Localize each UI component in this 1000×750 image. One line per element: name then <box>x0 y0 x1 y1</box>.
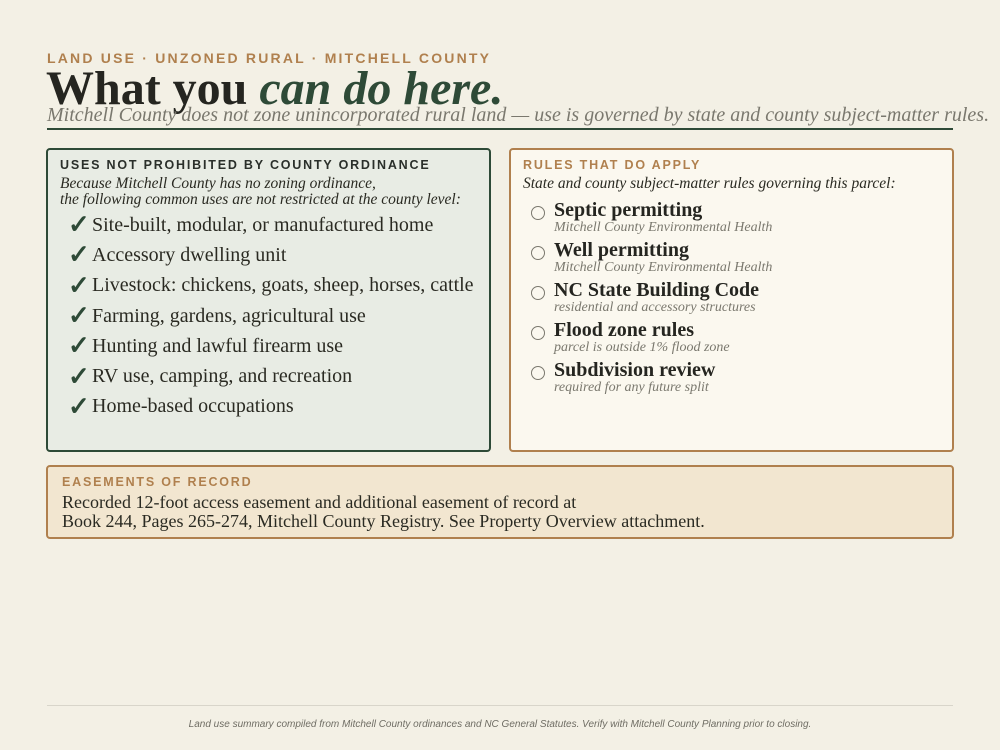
checkmark-icon: ✓ <box>68 270 90 300</box>
list-item <box>68 210 474 240</box>
rule-name: Flood zone rules <box>554 319 694 341</box>
headline-accent: can do here. <box>259 62 504 115</box>
checkmark-icon: ✓ <box>68 301 90 331</box>
list-item <box>68 271 474 301</box>
uses-intro-line-1: Because Mitchell County has no zoning ordinance, <box>60 175 376 192</box>
rule-detail: Mitchell County Environmental Health <box>554 220 773 235</box>
use-label: Hunting and lawful firearm use <box>92 334 344 357</box>
list-item <box>531 240 772 280</box>
easement-line-1: Recorded 12-foot access easement and additional easement of record at <box>62 492 577 512</box>
checkmark-icon: ✓ <box>68 361 90 391</box>
list-item <box>531 280 772 320</box>
use-label: Accessory dwelling unit <box>92 243 287 266</box>
checkmark-icon: ✓ <box>68 391 90 421</box>
checkmark-icon: ✓ <box>68 240 90 270</box>
checkmark-icon: ✓ <box>68 331 90 361</box>
page-subtitle: Mitchell County does not zone unincorporated rural land — use is governed by state and county subject-matter rules. <box>47 104 990 126</box>
rules-that-apply-panel <box>509 148 954 452</box>
list-item <box>531 320 772 360</box>
use-label: Home-based occupations <box>92 395 294 418</box>
list-item <box>68 392 474 422</box>
list-item <box>68 240 474 270</box>
rules-list <box>531 200 772 400</box>
list-item <box>531 360 772 400</box>
rules-panel-title: RULES THAT DO APPLY <box>523 158 702 172</box>
easement-line-2: Book 244, Pages 265-274, Mitchell County Registry. See Property Overview attachment. <box>62 511 705 531</box>
uses-panel-title: USES NOT PROHIBITED BY COUNTY ORDINANCE <box>60 158 431 172</box>
rule-detail: Mitchell County Environmental Health <box>554 260 773 275</box>
rule-detail: parcel is outside 1% flood zone <box>554 340 730 355</box>
list-item <box>531 200 772 240</box>
circle-bullet-icon <box>531 246 545 260</box>
footer-divider <box>47 705 953 706</box>
easements-panel <box>46 465 954 539</box>
circle-bullet-icon <box>531 286 545 300</box>
use-label: Farming, gardens, agricultural use <box>92 304 366 327</box>
easements-title: EASEMENTS OF RECORD <box>62 475 253 489</box>
uses-panel-intro <box>60 176 461 208</box>
uses-intro-line-2: the following common uses are not restricted at the county level: <box>60 191 461 208</box>
easements-text <box>62 493 705 531</box>
rule-name: Well permitting <box>554 239 689 261</box>
circle-bullet-icon <box>531 206 545 220</box>
uses-list <box>68 210 474 422</box>
rules-panel-intro: State and county subject-matter rules governing this parcel: <box>523 175 896 192</box>
circle-bullet-icon <box>531 326 545 340</box>
checkmark-icon: ✓ <box>68 210 90 240</box>
headline-plain: What you <box>46 62 260 115</box>
use-label: Livestock: chickens, goats, sheep, horses, cattle <box>92 274 474 297</box>
header-divider <box>47 128 953 130</box>
use-label: RV use, camping, and recreation <box>92 365 353 388</box>
rule-detail: required for any future split <box>554 380 709 395</box>
circle-bullet-icon <box>531 366 545 380</box>
uses-not-prohibited-panel <box>46 148 491 452</box>
list-item <box>68 331 474 361</box>
rule-detail: residential and accessory structures <box>554 300 756 315</box>
use-label: Site-built, modular, or manufactured home <box>92 213 434 236</box>
rule-name: Subdivision review <box>554 359 716 381</box>
eyebrow-label: LAND USE · UNZONED RURAL · MITCHELL COUNTY <box>47 50 492 66</box>
list-item <box>68 301 474 331</box>
footer-note: Land use summary compiled from Mitchell County ordinances and NC General Statutes. Verify with Mitchell County Planning prior to closing. <box>188 719 812 730</box>
list-item <box>68 361 474 391</box>
rule-name: NC State Building Code <box>554 279 760 301</box>
rule-name: Septic permitting <box>554 199 703 221</box>
